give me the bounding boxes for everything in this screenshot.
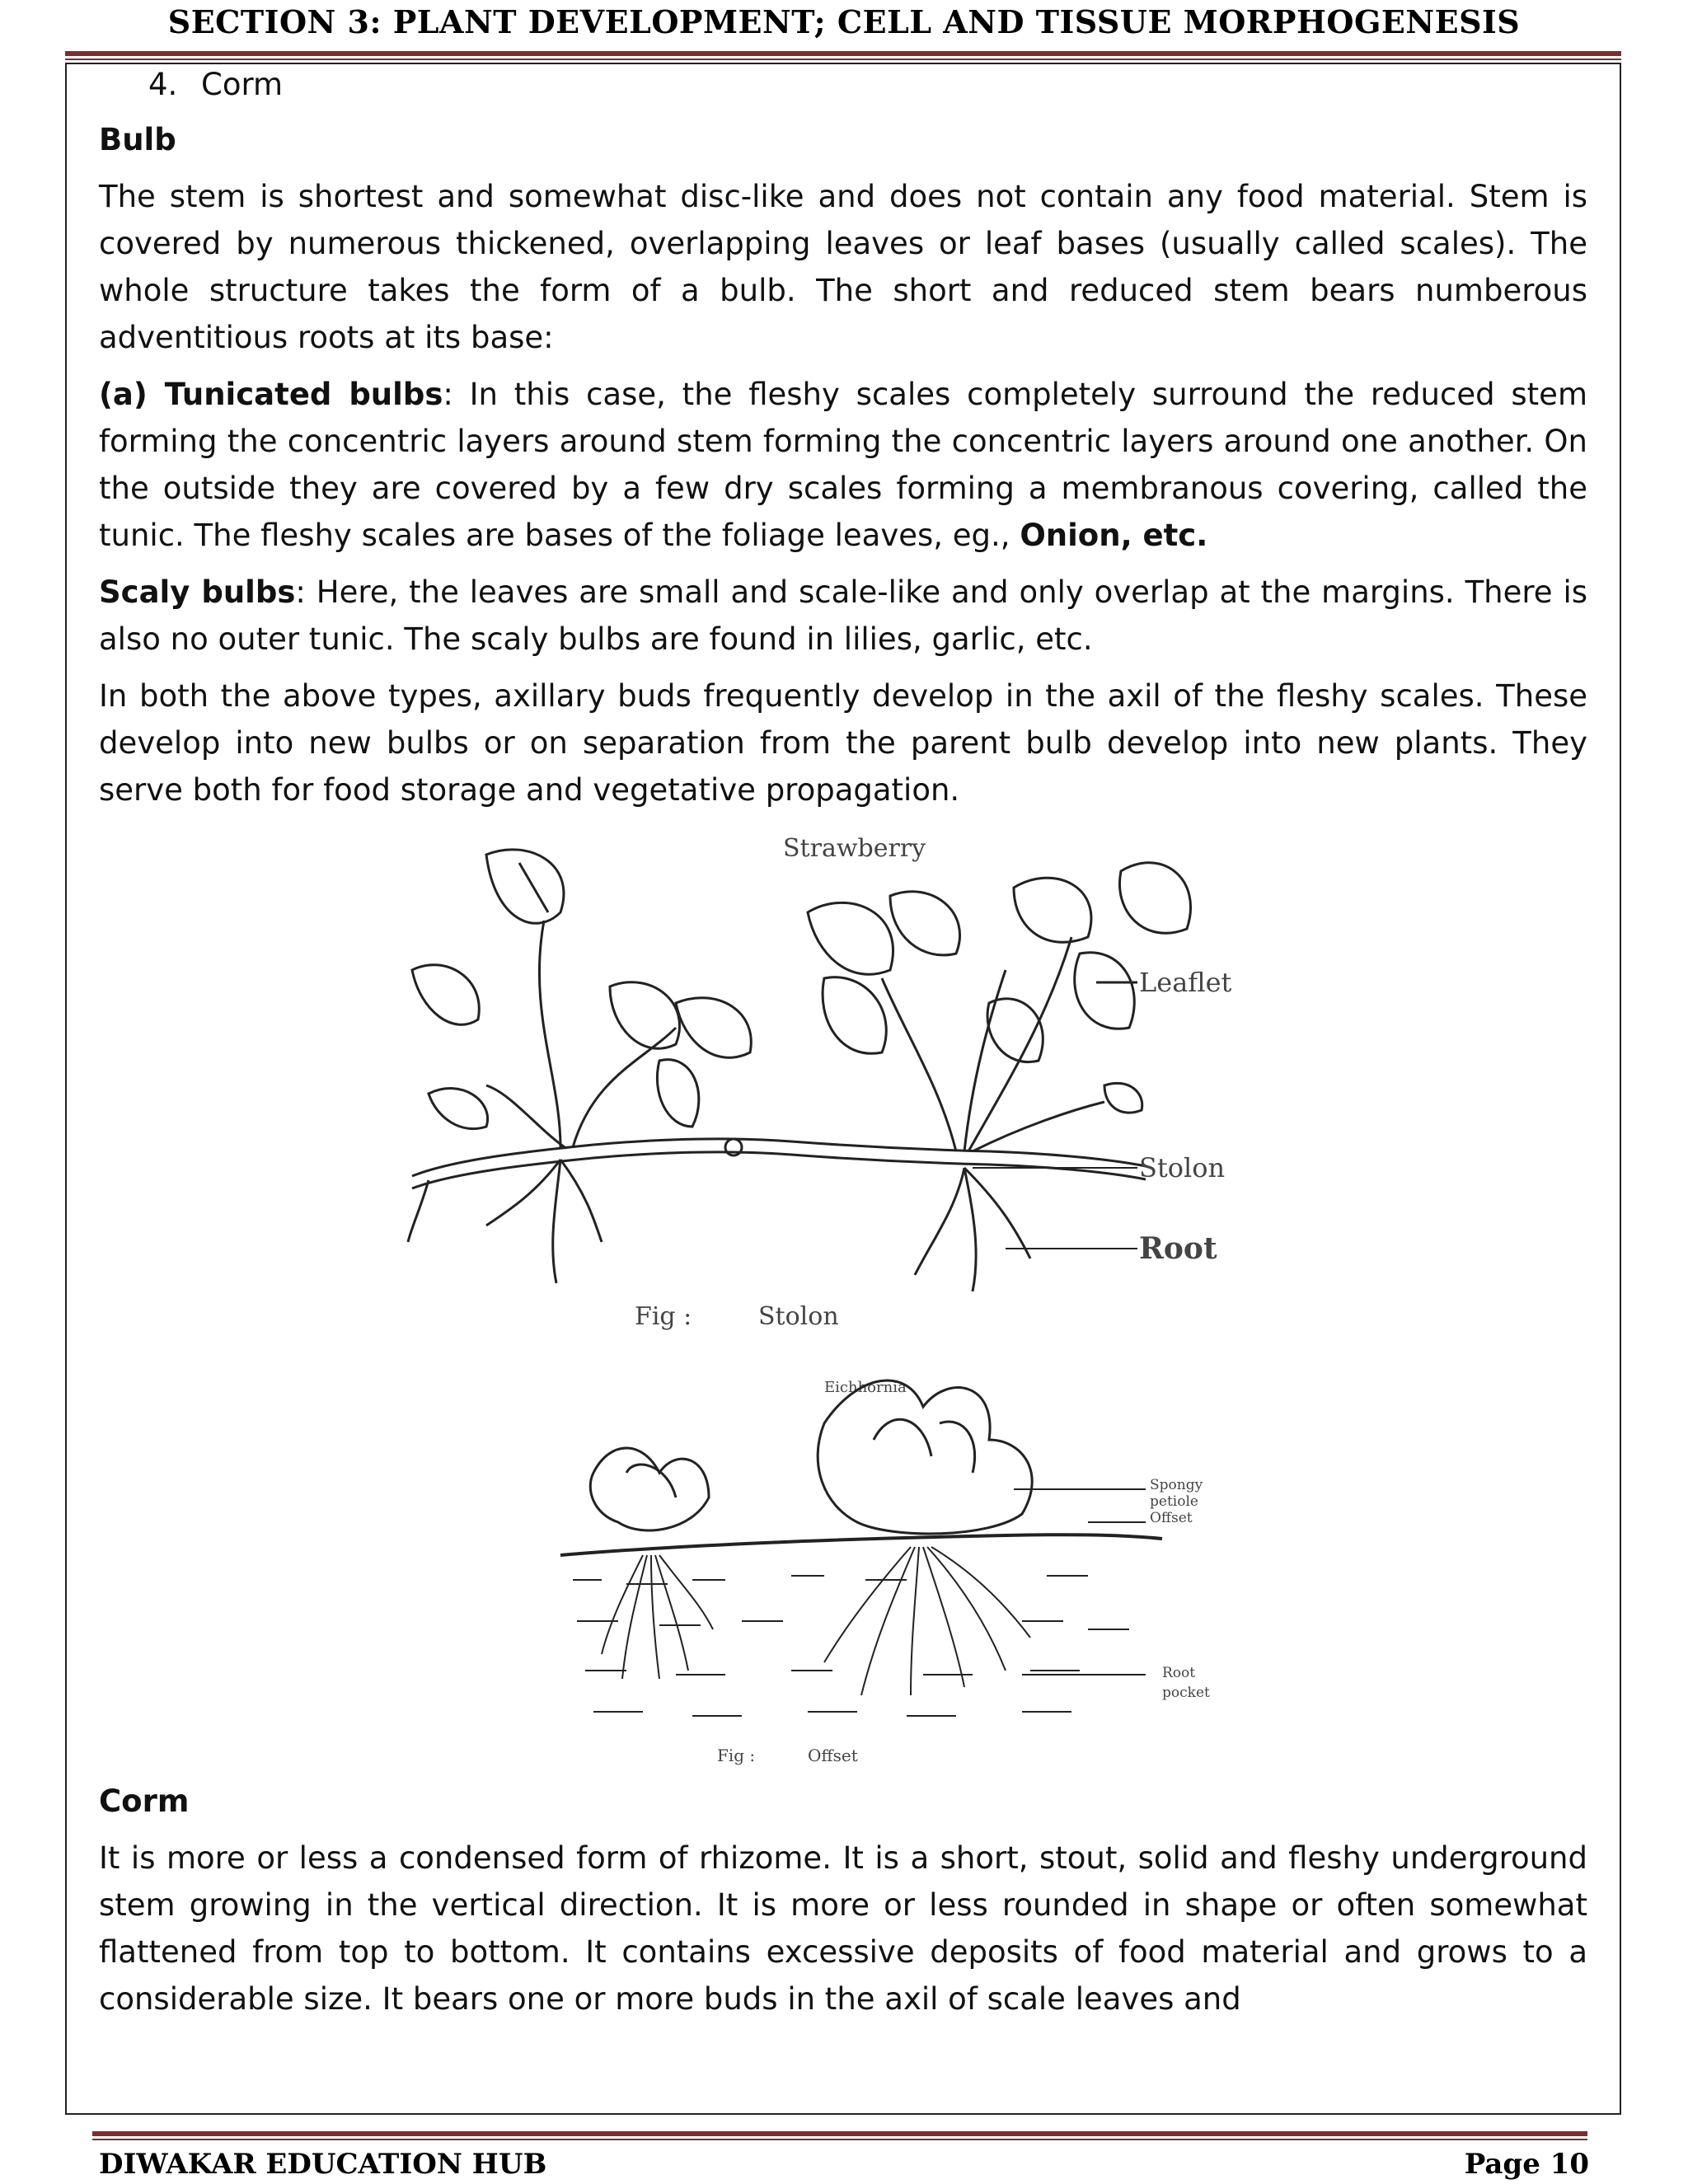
footer-page-number: Page 10 <box>1464 2148 1589 2181</box>
fig1-caption-fig: Fig : <box>635 1302 692 1331</box>
both-types-paragraph: In both the above types, axillary buds frequently develop in the axil of the fleshy scales. These develop into new bulbs or on separation from the parent bulb develop into new plants. They serve both for food storage and vegetative propagation. <box>99 678 1587 808</box>
label-root-pocket-2: pocket <box>1162 1685 1210 1701</box>
right-plant-stem <box>882 978 956 1151</box>
water-surface <box>560 1535 1162 1555</box>
scaly-text: : Here, the leaves are small and scale-like and only overlap at the margins. There is also no outer tunic. The scaly bulbs are found in lilies, garlic, etc. <box>99 574 1587 657</box>
footer-publisher: DIWAKAR EDUCATION HUB <box>99 2148 547 2181</box>
list-number: 4. <box>148 67 178 102</box>
fig2-caption-fig: Fig : <box>717 1746 756 1765</box>
leaf <box>429 1089 488 1129</box>
bulb-paragraph: The stem is shortest and somewhat disc-like and does not contain any food material. Stem is covered by numerous thickened, overlapping leaves or leaf bases (usually called scales). The whole structure takes the form of a bulb. The short and reduced stem bears numberous adventitious roots at its base: <box>99 179 1587 355</box>
stolon-runner <box>412 1139 1146 1176</box>
leaf <box>412 965 479 1025</box>
tunicated-text: : In this case, the fleshy scales completely surround the reduced stem forming the concentric layers around stem forming the concentric layers around one another. On the outside they are covered by a few dry scales forming a membranous covering, called the tunic. The fleshy scales are bases of the foliage leaves, eg., <box>99 377 1587 553</box>
label-leaflet: Leaflet <box>1139 967 1232 998</box>
right-rosette <box>818 1380 1032 1534</box>
tunicated-label: (a) Tunicated bulbs <box>99 377 443 412</box>
fig2-title: Eichhornia <box>824 1379 907 1396</box>
list-label: Corm <box>201 67 284 102</box>
leaf <box>1119 863 1190 933</box>
fig2-caption-name: Offset <box>808 1746 858 1765</box>
fig1-caption-name: Stolon <box>758 1302 839 1331</box>
leaf <box>1075 953 1135 1029</box>
tunicated-example: Onion, etc. <box>1020 518 1208 553</box>
leaf <box>657 1060 698 1127</box>
leaf <box>1104 1083 1142 1113</box>
scaly-label: Scaly bulbs <box>99 574 296 610</box>
figures-area <box>99 813 1587 1778</box>
footer-rule-thick <box>92 2131 1587 2136</box>
figures-illustration <box>99 813 1587 1778</box>
leaf <box>486 850 564 923</box>
scaly-paragraph <box>99 569 1587 663</box>
label-spongy-2: petiole <box>1150 1493 1198 1510</box>
leaf <box>808 902 893 974</box>
tunicated-paragraph <box>99 371 1587 559</box>
list-item-corm <box>99 61 1587 108</box>
label-stolon: Stolon <box>1139 1152 1226 1183</box>
footer-rule-thin <box>92 2139 1587 2140</box>
label-spongy-1: Spongy <box>1150 1477 1203 1493</box>
page-header-title: SECTION 3: PLANT DEVELOPMENT; CELL AND TISSUE MORPHOGENESIS <box>167 3 1521 40</box>
leaf <box>676 998 751 1058</box>
fig1-title: Strawberry <box>783 834 926 863</box>
corm-heading: Corm <box>99 1783 190 1819</box>
left-rosette <box>590 1448 709 1530</box>
page-content <box>99 61 1587 2022</box>
leaf <box>610 982 680 1049</box>
leaf <box>1014 878 1091 942</box>
leaf <box>823 977 886 1054</box>
left-roots <box>553 1160 560 1283</box>
right-roots <box>915 1168 964 1275</box>
label-root: Root <box>1139 1231 1217 1266</box>
label-root-pocket-1: Root <box>1162 1665 1196 1681</box>
left-offset-roots <box>602 1555 713 1679</box>
corm-paragraph: It is more or less a condensed form of rhizome. It is a short, stout, solid and fleshy underground stem growing in the vertical direction. It is more or less rounded in shape or often somewhat flattened from top to bottom. It contains excessive deposits of food material and grows to a considerable size. It bears one or more buds in the axil of scale leaves and <box>99 1840 1587 2017</box>
right-offset-roots <box>824 1547 1030 1695</box>
leaf <box>890 892 960 955</box>
header-rule-thin <box>65 59 1621 60</box>
left-plant-stem <box>539 921 560 1147</box>
bulb-heading: Bulb <box>99 122 176 157</box>
label-offset: Offset <box>1150 1510 1193 1526</box>
header-rule-thick <box>65 51 1621 56</box>
